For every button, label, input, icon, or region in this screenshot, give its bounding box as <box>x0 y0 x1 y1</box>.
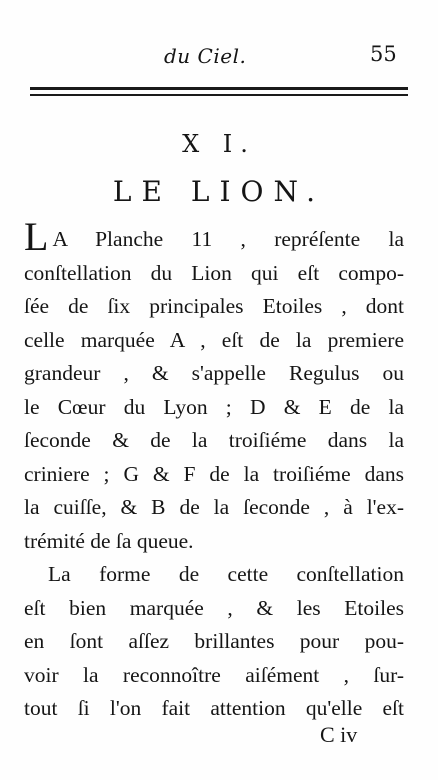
page-number: 55 <box>370 42 397 66</box>
paragraph-2-line-3: en ſont aſſez brillantes pour pou- <box>24 629 404 653</box>
running-title: du Ciel. <box>164 44 247 68</box>
section-title: LE LION. <box>112 175 326 208</box>
section-number: X I. <box>182 130 256 158</box>
paragraph-1-line-10: trémité de ſa queue. <box>24 528 194 553</box>
paragraph-1-line-8: criniere ; G & F de la troiſiéme dans <box>24 461 404 486</box>
paragraph-1-line-4: celle marquée A , eſt de la premiere <box>24 327 404 352</box>
paragraph-1-line-9: la cuiſſe, & B de la ſeconde , à l'ex- <box>24 495 404 519</box>
paragraph-1-line-7: ſeconde & de la troiſiéme dans la <box>24 428 404 452</box>
paragraph-2-line-1: La forme de cette conſtellation <box>48 562 404 586</box>
body-text <box>24 214 404 726</box>
paragraph-2-line-4: voir la reconnoître aiſément , ſur- <box>24 662 404 687</box>
paragraph-1-line-2: conſtellation du Lion qui eſt compo- <box>24 260 404 285</box>
header-rule-thick <box>30 87 408 90</box>
drop-cap: L <box>24 214 49 259</box>
paragraph-2-line-5: tout ſi l'on fait attention qu'elle eſt <box>24 696 404 720</box>
paragraph-1-line-3: ſée de ſix principales Etoiles , dont <box>24 294 404 318</box>
paragraph-1-line-5: grandeur , & s'appelle Regulus ou <box>24 361 404 385</box>
header-rule-thin <box>30 94 408 96</box>
paragraph-1-line-6: le Cœur du Lyon ; D & E de la <box>24 394 404 419</box>
paragraph-1-line-1: L A Planche 11 , repréſente la <box>24 214 404 259</box>
catchword: C iv <box>320 722 358 747</box>
paragraph-2-line-2: eſt bien marquée , & les Etoiles <box>24 595 404 620</box>
